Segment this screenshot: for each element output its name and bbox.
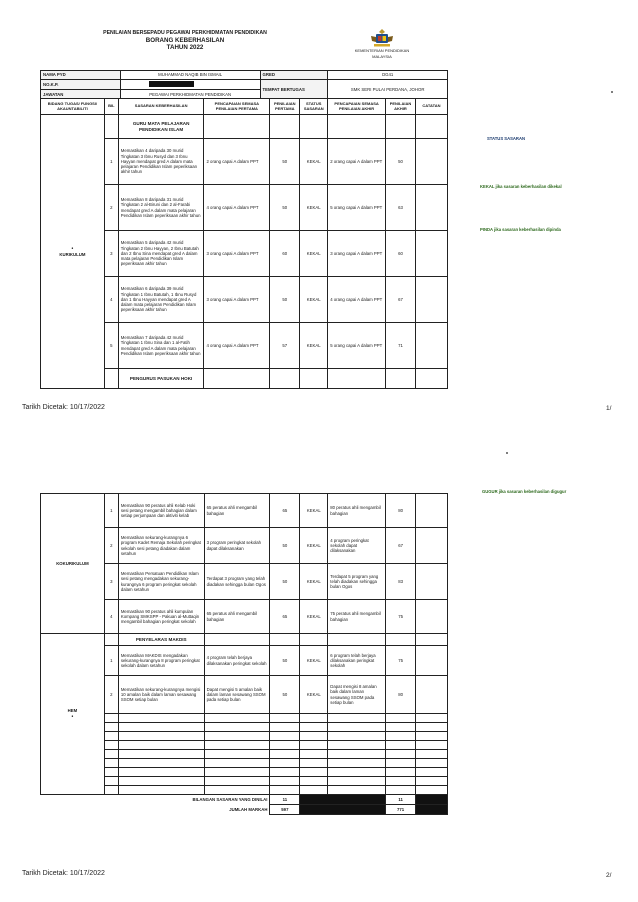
row-nilai-2: 50 <box>386 139 416 185</box>
bullet-mark: • <box>71 713 74 720</box>
tempat-value: SMK SERI PULAI PERDANA, JOHOR <box>328 80 448 99</box>
bidang-hem <box>41 634 105 795</box>
row-pencapaian-2: Terdapat 5 program yang telah diadakan sehingga bulan Ogos <box>328 564 386 600</box>
row-nilai-1: 60 <box>270 231 300 277</box>
row-status: KEKAL <box>300 185 328 231</box>
section-title: GURU MATA PELAJARAN PENDIDIKAN ISLAM <box>118 115 204 139</box>
row-catatan <box>416 646 448 676</box>
nama-value: MUHAMMAD NAQIB BIN ISMAIL <box>120 71 260 80</box>
row-status: KEKAL <box>300 676 328 714</box>
gred-label: GRED <box>260 71 328 80</box>
print-date: Tarikh Dicetak: 10/17/2022 <box>22 870 105 877</box>
col-bil: BIL <box>104 99 118 115</box>
keberhasilan-table-2 <box>40 493 448 815</box>
row-nilai-1: 57 <box>270 323 300 369</box>
jumlah-value-2: 771 <box>386 805 416 815</box>
row-nilai-2: 75 <box>386 646 416 676</box>
col-pencapaian-akhir: PENCAPAIAN SEMASA PENILAIAN AKHIR <box>328 99 386 115</box>
row-bil: 1 <box>104 646 118 676</box>
row-nilai-2: 80 <box>386 676 416 714</box>
row-pencapaian-2: 5 orang capai A dalam PPT <box>328 185 386 231</box>
col-sasaran: SASARAN KEBERHASILAN <box>118 99 204 115</box>
row-bil: 4 <box>104 277 118 323</box>
row-status: KEKAL <box>300 528 328 564</box>
row-catatan <box>415 323 447 369</box>
bidang-kokurikulum: KOKURIKULUM <box>41 494 105 634</box>
tempat-label: TEMPAT BERTUGAS <box>260 80 328 99</box>
row-nilai-2: 83 <box>386 564 416 600</box>
row-sasaran: Memastikan Persatuan Pendidikan Islam sesi petang mengadakan sekurang-kurangnya 6 program peringkat sekolah dalam setahun <box>118 564 204 600</box>
row-pencapaian-2: 4 program peringkat sekolah dapat dilaksanakan <box>328 528 386 564</box>
nokp-value <box>120 80 260 90</box>
blacked-cell <box>300 805 386 815</box>
scan-speck <box>506 452 508 454</box>
row-nilai-1: 50 <box>270 528 300 564</box>
bilangan-label: BILANGAN SASARAN YANG DINILAI <box>192 797 268 803</box>
totals-row-count <box>41 795 448 805</box>
row-sasaran: Memastikan 8 daripada 31 murid Tingkatan 2 al-Biruni dan 2 al-Farabi mendapat gred A dalam mata pelajaran Pendidikan Islam peperiksaan akhir tahun <box>118 185 204 231</box>
legend-gugur: GUGUR jika sasaran keberhasilan digugur <box>482 489 567 494</box>
row-sasaran: Memastikan 6 daripada 39 murid Tingkatan 1 Ibnu Batutah, 1 Ibnu Rusyd dan 1 Ibnu Hayyan mendapat gred A dalam mata pelajaran Pendidikan Islam peperiksaan akhir tahun <box>118 277 204 323</box>
gred-value: DG41 <box>328 71 448 80</box>
row-pencapaian-2: 75 peratus ahli mengambil bahagian <box>328 600 386 634</box>
row-pencapaian-1: Dapat mengisi 5 amalan baik dalam laman sesawang SSOM pada setiap bulan <box>204 676 270 714</box>
row-status: KEKAL <box>300 600 328 634</box>
page-number: 1/ <box>606 405 612 412</box>
row-catatan <box>415 231 447 277</box>
row-nilai-1: 50 <box>270 564 300 600</box>
row-nilai-1: 50 <box>270 185 300 231</box>
row-pencapaian-2: 80 peratus ahli mengambil bahagian <box>328 494 386 528</box>
col-penilaian-akhir: PENILAIAN AKHIR <box>386 99 416 115</box>
row-pencapaian-1: 2 orang capai A dalam PPT <box>204 139 270 185</box>
row-status: KEKAL <box>300 323 328 369</box>
row-status: KEKAL <box>300 139 328 185</box>
row-nilai-1: 50 <box>270 277 300 323</box>
blacked-cell <box>300 795 386 805</box>
col-catatan: CATATAN <box>415 99 447 115</box>
row-catatan <box>415 277 447 323</box>
jumlah-label: JUMLAH MARKAH <box>229 806 268 812</box>
row-pencapaian-1: Terdapat 3 program yang telah diadakan sehingga bulan Ogos <box>204 564 270 600</box>
table-row <box>41 494 448 528</box>
row-nilai-2: 67 <box>386 528 416 564</box>
document-page-2 <box>0 448 638 902</box>
row-bil: 2 <box>104 676 118 714</box>
row-catatan <box>416 600 448 634</box>
row-pencapaian-1: 65 peratus ahli mengambil bahagian <box>204 494 270 528</box>
blacked-cell <box>416 805 448 815</box>
header-line-2: BORANG KEBERHASILAN <box>145 36 225 44</box>
row-pencapaian-2: Dapat mengisi 8 amalan baik dalam laman sesawang SSOM pada setiap bulan <box>328 676 386 714</box>
col-penilaian-pertama: PENILAIAN PERTAMA <box>270 99 300 115</box>
row-sasaran: Memastikan 5 daripada 42 murid Tingkatan 2 Ibnu Hayyan, 2 Ibnu Batutah dan 2 Ibnu Sina mendapat gred A dalam mata pelajaran Pendidikan Islam peperiksaan akhir tahun <box>118 231 204 277</box>
row-bil: 2 <box>104 185 118 231</box>
row-bil: 1 <box>104 139 118 185</box>
row-catatan <box>415 185 447 231</box>
row-sasaran: Memastikan MAKDIS mengadakan sekurang-kurangnya 8 program peringkat sekolah dalam setahun <box>118 646 204 676</box>
document-header <box>95 30 275 52</box>
section-makdis: PENYELARAS MAKDIS <box>118 634 204 646</box>
row-pencapaian-2: 4 orang capai A dalam PPT <box>328 277 386 323</box>
bidang-kurikulum <box>41 115 105 389</box>
col-bidang: BIDANG TUGAS/ FUNGSI/ AKAUNTABILITI <box>41 99 105 115</box>
bilangan-value-2: 11 <box>386 795 416 805</box>
row-pencapaian-2: 6 program telah berjaya dilaksanakan peringkat sekolah <box>328 646 386 676</box>
col-pencapaian-semasa: PENCAPAIAN SEMASA PENILAIAN PERTAMA <box>204 99 270 115</box>
row-pencapaian-1: 4 program telah berjaya dilaksanakan peringkat sekolah <box>204 646 270 676</box>
row-sasaran: Memastikan 90 peratus ahli Kelab Hoki sesi petang mengambil bahagian dalam setiap perjumpaan dan aktiviti kelab <box>118 494 204 528</box>
nokp-label: NO.K.P. <box>41 80 121 90</box>
row-nilai-2: 75 <box>386 600 416 634</box>
row-sasaran: Memastikan 4 daripada 30 murid Tingkatan 3 Ibnu Rusyd dan 3 Ibnu Hayyan mendapat gred A dalam mata pelajaran Pendidikan Islam peperiksaan akhir tahun <box>118 139 204 185</box>
jawatan-value: PEGAWAI PERKHIDMATAN PENDIDIKAN <box>120 90 260 99</box>
row-nilai-1: 65 <box>270 600 300 634</box>
blacked-cell <box>416 795 448 805</box>
row-pencapaian-2: 2 orang capai A dalam PPT <box>328 139 386 185</box>
bidang-hem-label: HEM <box>67 708 78 714</box>
bilangan-value-1: 11 <box>270 795 300 805</box>
row-bil: 2 <box>104 528 118 564</box>
jumlah-value-1: 597 <box>270 805 300 815</box>
row-sasaran: Memastikan sekurang-kurangnya mengisi 10 amalan baik dalam laman sesawang SSOM setiap bulan <box>118 676 204 714</box>
row-sasaran: Memastikan 90 peratus ahli kumpulan Kompang SMKSPP - Pakuan al-Muttaqin mengambil bahagian peringkat sekolah <box>118 600 204 634</box>
section-bottom: PENGURUS PASUKAN HOKI <box>118 369 204 389</box>
page-number: 2/ <box>606 872 612 879</box>
row-nilai-1: 50 <box>270 646 300 676</box>
scan-speck <box>611 91 613 93</box>
row-bil: 5 <box>104 323 118 369</box>
bullet-mark: • <box>71 245 74 252</box>
redacted-ic <box>149 81 194 87</box>
row-status: KEKAL <box>300 277 328 323</box>
header-line-1: PENILAIAN BERSEPADU PEGAWAI PERKHIDMATAN PENDIDIKAN <box>103 30 267 36</box>
row-nilai-2: 63 <box>386 185 416 231</box>
legend-status-title: STATUS SASARAN <box>487 136 525 141</box>
ministry-name-1: KEMENTERIAN PENDIDIKAN <box>354 48 410 53</box>
document-page-1 <box>0 0 638 420</box>
row-bil: 3 <box>104 231 118 277</box>
row-pencapaian-1: 3 orang capai A dalam PPT <box>204 231 270 277</box>
totals-row-sum <box>41 805 448 815</box>
nama-label: NAMA PYD <box>41 71 121 80</box>
row-nilai-2: 71 <box>386 323 416 369</box>
row-pencapaian-1: 4 orang capai A dalam PPT <box>204 323 270 369</box>
row-status: KEKAL <box>300 564 328 600</box>
row-pencapaian-1: 4 orang capai A dalam PPT <box>204 185 270 231</box>
row-nilai-1: 65 <box>270 494 300 528</box>
row-bil: 3 <box>104 564 118 600</box>
row-catatan <box>416 564 448 600</box>
jawatan-label: JAWATAN <box>41 90 121 99</box>
ministry-logo <box>352 28 412 60</box>
legend-kekal: KEKAL jika sasaran keberhasilan dikekal <box>480 184 562 189</box>
row-nilai-2: 60 <box>386 231 416 277</box>
row-nilai-1: 50 <box>270 139 300 185</box>
row-sasaran: Memastikan 7 daripada 42 murid Tingkatan 1 Ibnu Sina dan 1 al-Fatih mendapat gred A dalam mata pelajaran Pendidikan Islam peperiksaan akhir tahun <box>118 323 204 369</box>
col-status: STATUS SASARAN <box>300 99 328 115</box>
header-line-3: TAHUN 2022 <box>166 44 204 52</box>
row-pencapaian-1: 3 program peringkat sekolah dapat dilaksanakan <box>204 528 270 564</box>
row-nilai-2: 80 <box>386 494 416 528</box>
row-nilai-1: 50 <box>270 676 300 714</box>
row-bil: 1 <box>104 494 118 528</box>
row-nilai-2: 67 <box>386 277 416 323</box>
keberhasilan-table-1 <box>40 98 448 389</box>
row-catatan <box>415 139 447 185</box>
row-catatan <box>416 494 448 528</box>
row-pencapaian-2: 5 orang capai A dalam PPT <box>328 323 386 369</box>
bidang-kurikulum-label: KURIKULUM <box>59 251 86 257</box>
row-sasaran: Memastikan sekurang-kurangnya 6 program Kadet Remaja Sekolah peringkat sekolah sesi petang diadakan dalam setahun <box>118 528 204 564</box>
print-date: Tarikh Dicetak: 10/17/2022 <box>22 404 105 411</box>
row-catatan <box>416 676 448 714</box>
coat-of-arms-icon <box>368 28 396 48</box>
info-table <box>40 70 448 99</box>
row-pencapaian-1: 65 peratus ahli mengambil bahagian <box>204 600 270 634</box>
row-status: KEKAL <box>300 231 328 277</box>
ministry-name-2: MALAYSIA <box>372 53 392 59</box>
row-pencapaian-2: 3 orang capai A dalam PPT <box>328 231 386 277</box>
legend-pinda: PINDA jika sasaran keberhasilan dipinda <box>480 227 561 232</box>
row-bil: 4 <box>104 600 118 634</box>
row-status: KEKAL <box>300 494 328 528</box>
row-catatan <box>416 528 448 564</box>
row-status: KEKAL <box>300 646 328 676</box>
row-pencapaian-1: 3 orang capai A dalam PPT <box>204 277 270 323</box>
